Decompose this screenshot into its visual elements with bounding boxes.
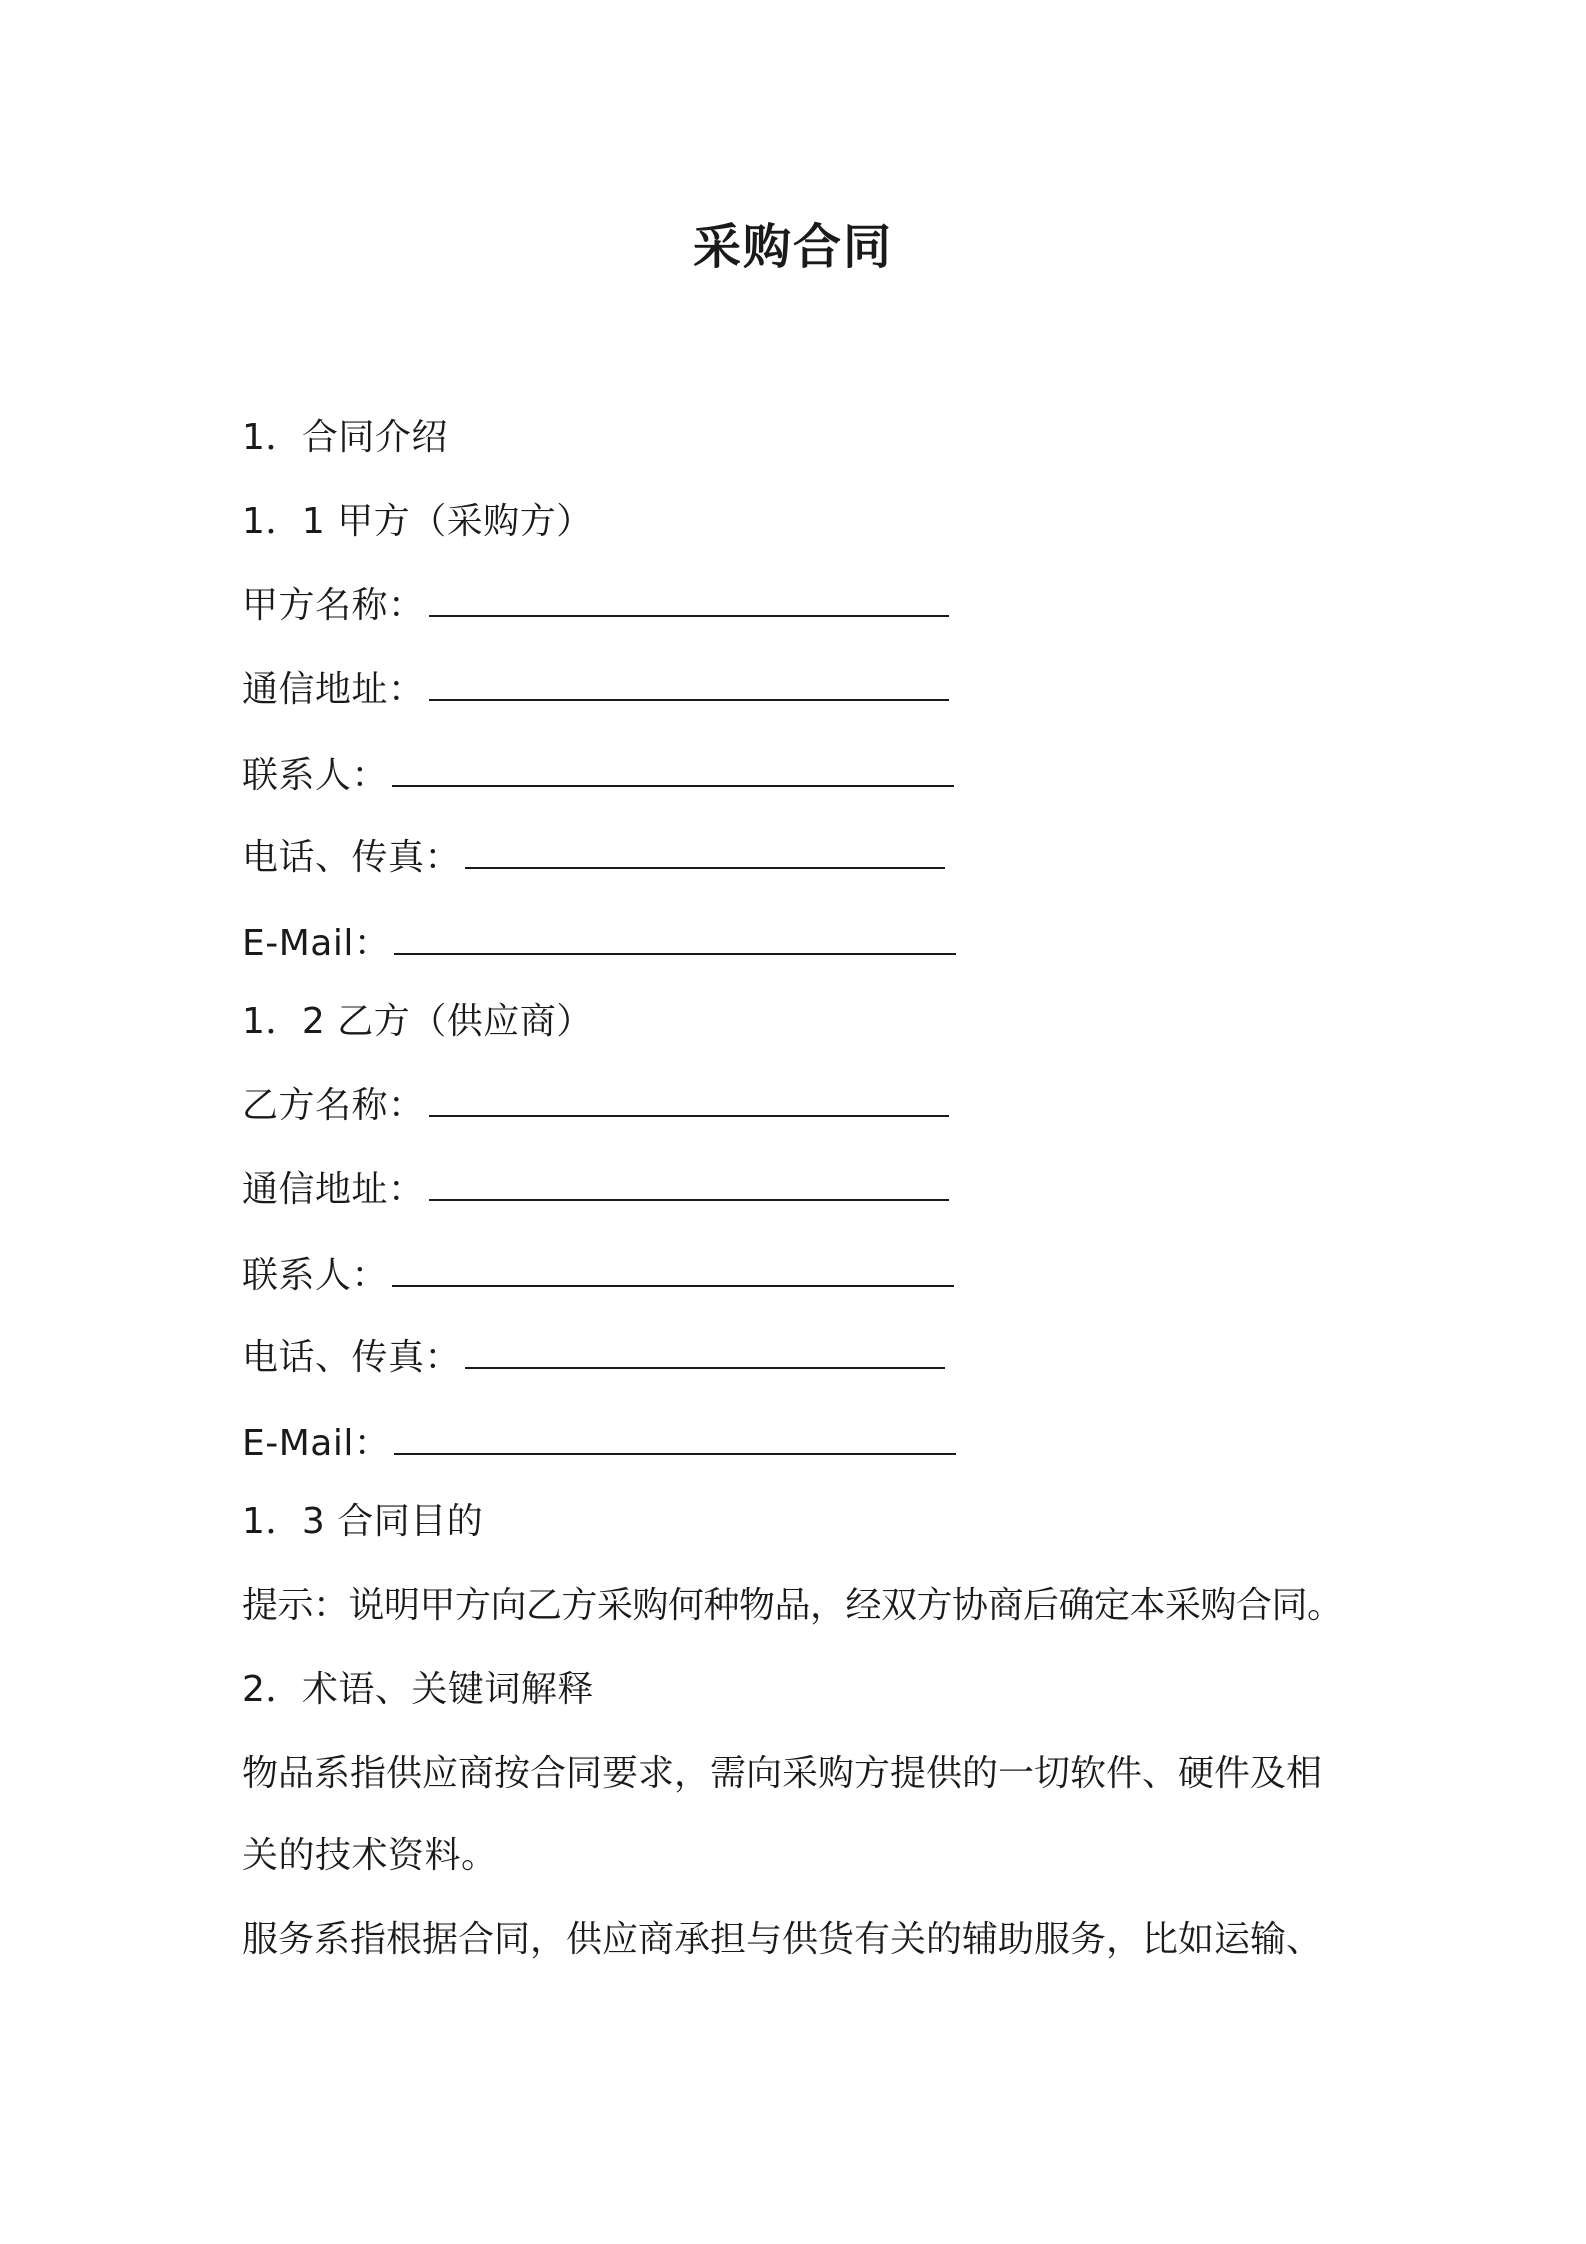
section-2-heading: 2．术语、关键词解释 — [242, 1669, 594, 1710]
party-b-contact-label: 联系人： — [242, 1255, 389, 1296]
party-a-address-label: 通信地址： — [242, 669, 425, 710]
party-a-phone-fax-blank[interactable] — [465, 837, 945, 869]
party-b-address-line — [242, 1166, 949, 1214]
party-a-address-blank[interactable] — [429, 669, 949, 701]
party-a-address-line — [242, 666, 949, 714]
party-a-contact-blank[interactable] — [392, 755, 954, 787]
section-1-3-heading: 1．3 合同目的 — [242, 1501, 484, 1542]
section-1-2-heading: 1．2 乙方（供应商） — [242, 1001, 593, 1042]
party-b-email-blank[interactable] — [394, 1423, 956, 1455]
party-a-contact-label: 联系人： — [242, 755, 389, 796]
party-b-email-line — [242, 1420, 956, 1468]
party-a-name-label: 甲方名称： — [242, 585, 425, 626]
party-a-name-blank[interactable] — [429, 585, 949, 617]
party-b-name-line — [242, 1082, 949, 1130]
party-a-email-label: E-Mail： — [242, 923, 391, 964]
party-b-contact-blank[interactable] — [392, 1255, 954, 1287]
party-b-name-blank[interactable] — [429, 1085, 949, 1117]
party-b-address-blank[interactable] — [429, 1169, 949, 1201]
party-b-phone-fax-blank[interactable] — [465, 1337, 945, 1369]
goods-definition-line-1: 物品系指供应商按合同要求，需向采购方提供的一切软件、硬件及相 — [242, 1753, 1323, 1794]
party-a-email-line — [242, 920, 956, 968]
party-a-email-blank[interactable] — [394, 923, 956, 955]
party-a-name-line — [242, 582, 949, 630]
service-definition-line-1: 服务系指根据合同，供应商承担与供货有关的辅助服务，比如运输、 — [242, 1919, 1323, 1960]
party-b-phone-fax-line — [242, 1334, 945, 1382]
goods-definition-line-2: 关的技术资料。 — [242, 1835, 498, 1876]
party-a-phone-fax-label: 电话、传真： — [242, 837, 462, 878]
party-b-address-label: 通信地址： — [242, 1169, 425, 1210]
section-1-1-heading: 1．1 甲方（采购方） — [242, 501, 593, 542]
party-b-phone-fax-label: 电话、传真： — [242, 1337, 462, 1378]
section-1-3-hint: 提示：说明甲方向乙方采购何种物品，经双方协商后确定本采购合同。 — [242, 1585, 1343, 1626]
document-title: 采购合同 — [692, 219, 893, 275]
party-b-contact-line — [242, 1252, 954, 1300]
section-1-heading: 1．合同介绍 — [242, 417, 448, 458]
party-a-contact-line — [242, 752, 954, 800]
party-b-name-label: 乙方名称： — [242, 1085, 425, 1126]
party-b-email-label: E-Mail： — [242, 1423, 391, 1464]
party-a-phone-fax-line — [242, 834, 945, 882]
